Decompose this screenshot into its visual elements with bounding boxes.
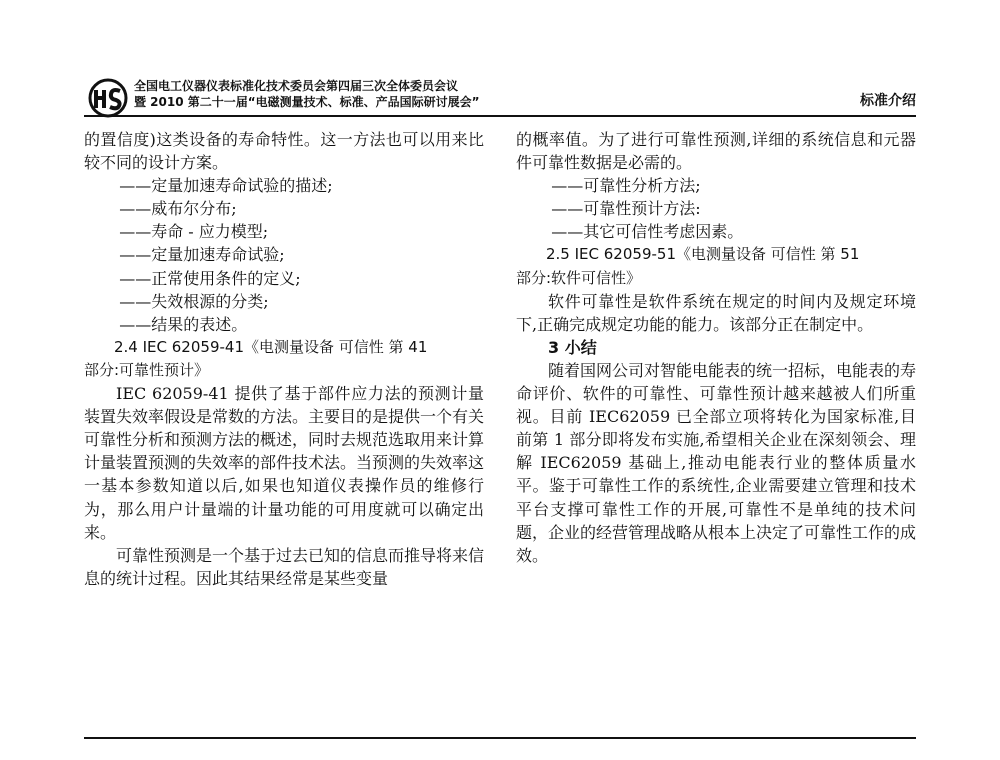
list-item: ——其它可信性考虑因素。	[551, 222, 744, 242]
footer-rule	[84, 737, 916, 739]
list-item: ——威布尔分布;	[119, 199, 237, 219]
left-paragraph-3: 可靠性预测是一个基于过去已知的信息而推导将来信息的统计过程。因此其结果经常是某些变量	[84, 545, 485, 588]
section-3-heading: 3 小结	[548, 337, 597, 357]
list-item: ——正常使用条件的定义;	[119, 268, 301, 288]
right-paragraph-3: 随着国网公司对智能电能表的统一招标，电能表的寿命评价、软件的可靠性、可靠性预计越来越被人们所重视。目前 IEC62059 已全部立项将转化为国家标准,目前第 1 部分即将发布实施,希望相关企业在深刻领会、理解 IEC62059 基础上,推动电能表行业的整体质量水平。鉴于可靠性工作的系统性,企业需要建立管理和技术平台支撑可靠性工作的开展,可靠性不是单纯的技术问题，企业的经营管理战略从根本上决定了可靠性工作的成效。	[516, 360, 917, 565]
header-rule	[84, 115, 916, 117]
organization-logo-icon	[88, 78, 128, 118]
section-2-5-heading-cont: 部分:软件可信性》	[516, 268, 642, 287]
left-column	[84, 128, 484, 590]
section-2-4-heading-cont: 部分:可靠性预计》	[84, 360, 210, 379]
list-item: ——寿命 - 应力模型;	[119, 222, 269, 242]
section-2-4-heading: 2.4 IEC 62059-41《电测量设备 可信性 第 41	[114, 337, 428, 356]
right-paragraph-2: 软件可靠性是软件系统在规定的时间内及规定环境下,正确完成规定功能的能力。该部分正在制定中。	[516, 291, 916, 334]
list-item: ——定量加速寿命试验的描述;	[119, 176, 333, 196]
right-paragraph-1: 的概率值。为了进行可靠性预测,详细的系统信息和元器件可靠性数据是必需的。	[516, 130, 916, 173]
list-item: ——可靠性预计方法:	[551, 199, 701, 219]
left-paragraph-1: 的置信度)这类设备的寿命特性。这一方法也可以用来比较不同的设计方案。	[84, 130, 484, 173]
list-item: ——可靠性分析方法;	[551, 176, 701, 196]
list-item: ——失效根源的分类;	[119, 291, 269, 311]
list-item: ——结果的表述。	[119, 314, 248, 334]
header-line-2: 暨 2010 第二十一届“电磁测量技术、标准、产品国际研讨展会”	[134, 95, 480, 109]
header-line-1: 全国电工仪器仪表标准化技术委员会第四届三次全体委员会议	[134, 79, 459, 93]
left-paragraph-2: IEC 62059-41 提供了基于部件应力法的预测计量装置失效率假设是常数的方法。主要目的是提供一个有关可靠性分析和预测方法的概述，同时去规范选取用来计算计量装置预测的失效率的部件技术法。当预测的失效率这一基本参数知道以后,如果也知道仪表操作员的维修行为，那么用户计量端的计量功能的可用度就可以确定出来。	[84, 384, 485, 542]
section-2-5-heading: 2.5 IEC 62059-51《电测量设备 可信性 第 51	[546, 245, 860, 264]
right-column	[516, 128, 916, 567]
list-item: ——定量加速寿命试验;	[119, 245, 285, 265]
section-label: 标准介绍	[860, 93, 916, 109]
